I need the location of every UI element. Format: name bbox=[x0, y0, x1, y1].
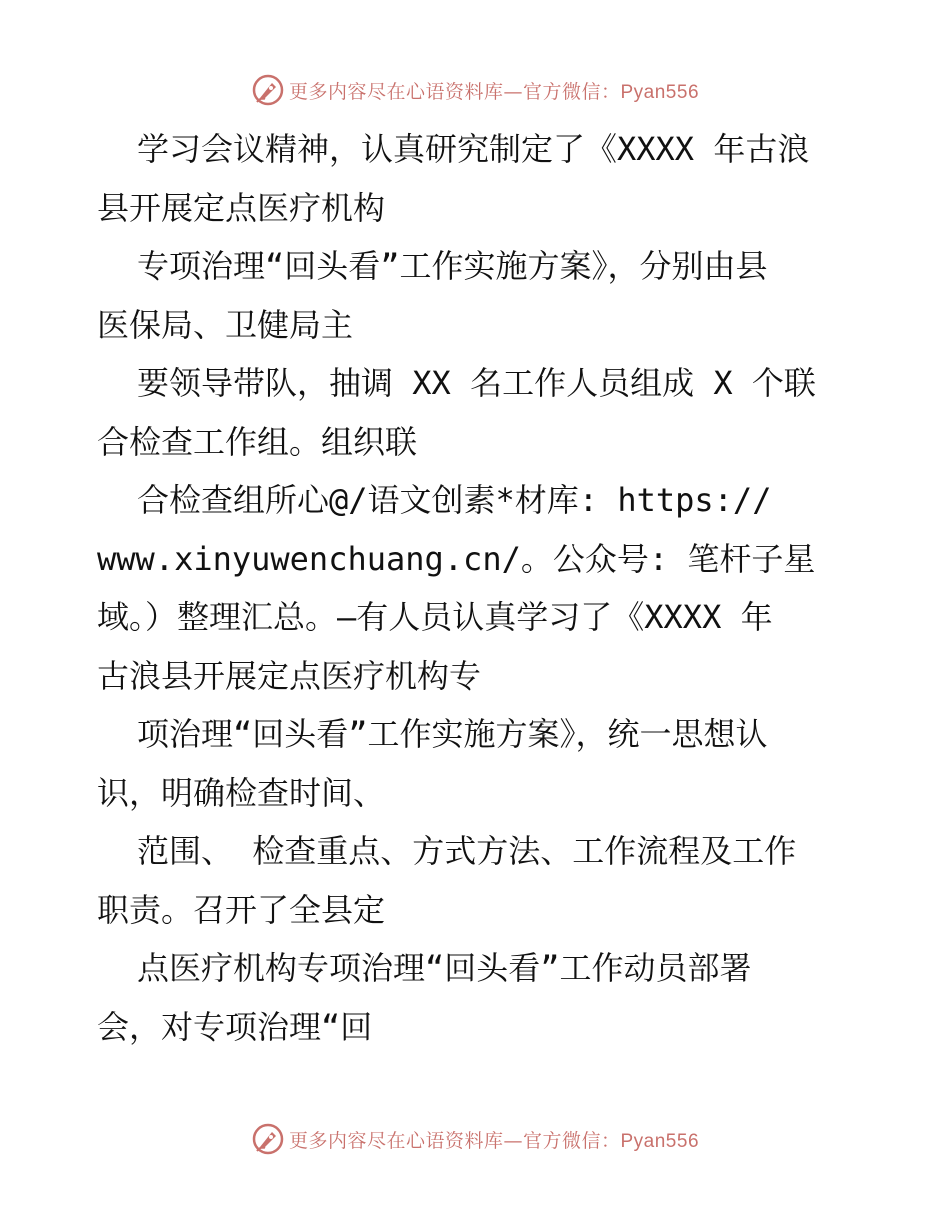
text-line: www.xinyuwenchuang.cn/。公众号: 笔杆子星 bbox=[97, 539, 816, 578]
text-line: 学习会议精神，认真研究制定了《XXXX 年古浪 bbox=[137, 130, 810, 168]
text-line: 识，明确检查时间、 bbox=[97, 773, 386, 812]
footer-banner-text: 更多内容尽在心语资料库—官方微信：Pyan556 bbox=[288, 1129, 700, 1152]
header-banner bbox=[0, 70, 950, 110]
text-line: 合检查工作组。组织联 bbox=[97, 422, 418, 461]
text-line: 职责。召开了全县定 bbox=[97, 890, 386, 929]
pen-nib-logo-icon bbox=[251, 73, 285, 107]
text-line: 县开展定点医疗机构 bbox=[97, 188, 386, 227]
text-line: 专项治理“回头看”工作实施方案》，分别由县 bbox=[137, 247, 768, 285]
text-line: 会，对专项治理“回 bbox=[97, 1007, 373, 1046]
text-line: 域。）整理汇总。—有人员认真学习了《XXXX 年 bbox=[97, 598, 773, 636]
text-line: 要领导带队，抽调 XX 名工作人员组成 X 个联 bbox=[137, 364, 816, 402]
pen-nib-logo-icon bbox=[251, 1122, 285, 1156]
text-line: 项治理“回头看”工作实施方案》，统一思想认 bbox=[137, 715, 768, 753]
footer-wechat-id: Pyan556 bbox=[620, 1130, 700, 1152]
text-line: 范围、 检查重点、方式方法、工作流程及工作 bbox=[137, 832, 797, 870]
header-banner-text: 更多内容尽在心语资料库—官方微信：Pyan556 bbox=[288, 80, 700, 103]
text-line: 点医疗机构专项治理“回头看”工作动员部署 bbox=[137, 949, 752, 987]
text-line: 古浪县开展定点医疗机构专 bbox=[97, 656, 482, 695]
footer-banner bbox=[0, 1119, 950, 1159]
text-line: 合检查组所心@/语文创素*材库: https:// bbox=[137, 481, 772, 519]
header-wechat-id: Pyan556 bbox=[620, 81, 700, 103]
text-line: 医保局、卫健局主 bbox=[97, 305, 354, 344]
document-body bbox=[97, 120, 857, 1056]
